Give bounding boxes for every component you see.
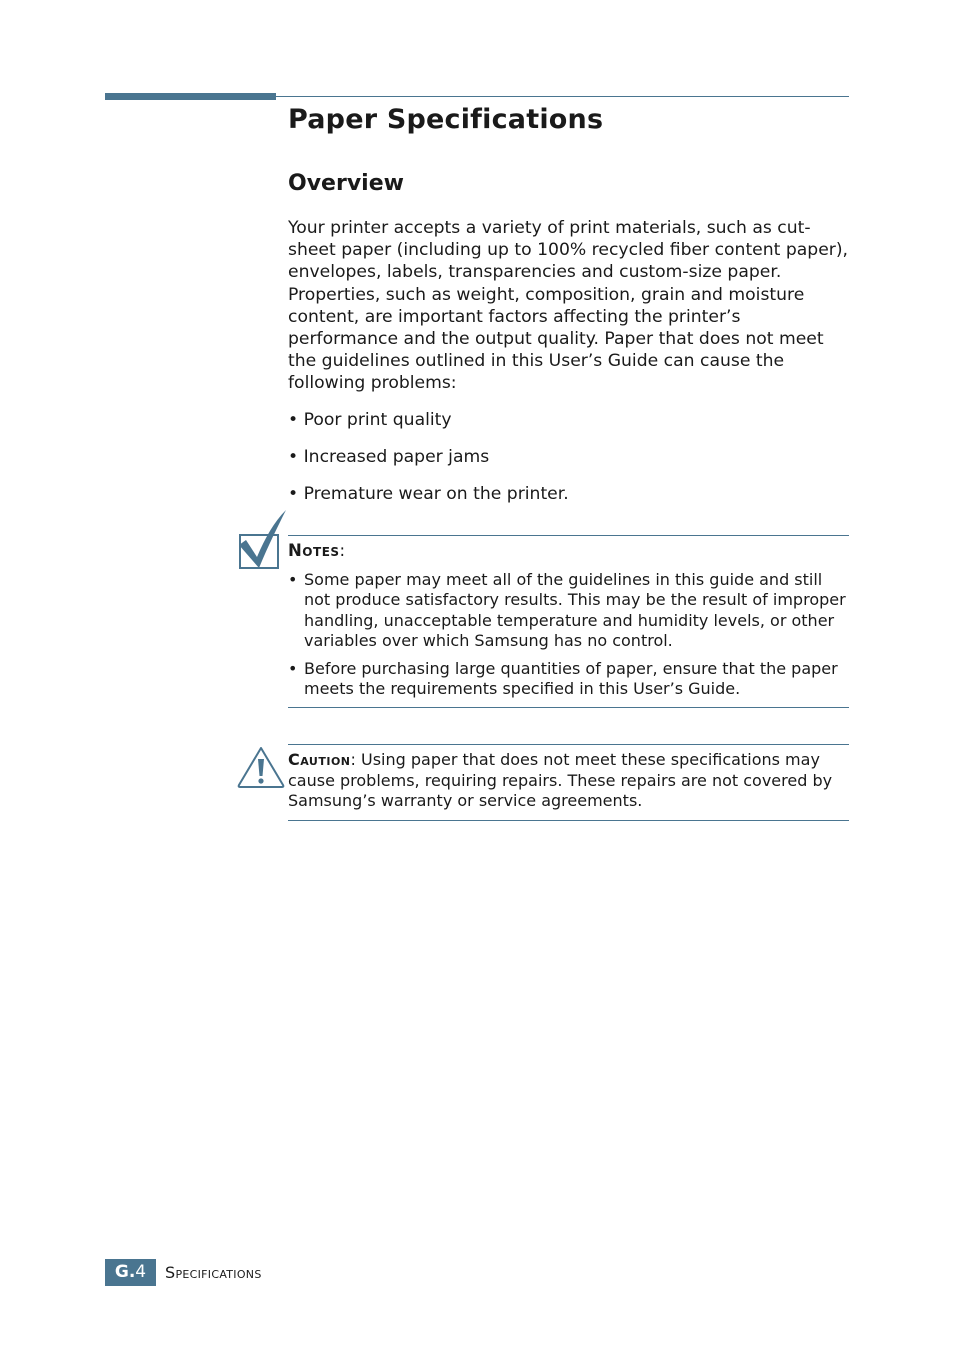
checkmark-note-icon [236, 508, 288, 572]
header-rule-thin [276, 96, 849, 97]
page-number: 4 [135, 1262, 147, 1282]
notes-heading [288, 540, 345, 562]
problem-item: • Premature wear on the printer. [288, 484, 569, 504]
problem-item: • Poor print quality [288, 410, 452, 430]
note-text: Some paper may meet all of the guidelines in this guide and still not produce satisfactory results. This may be the result of improper handling, unacceptable temperature and humidity levels, or other variables over which Samsung has no control. [304, 570, 846, 650]
notes-top-rule [288, 535, 849, 536]
chapter-label: G. [114, 1262, 136, 1282]
caution-text: : Using paper that does not meet these specifications may cause problems, requiring repairs. These repairs are not covered by Samsung’s warranty or service agreements. [288, 750, 833, 811]
page-number-badge [105, 1259, 156, 1286]
notes-colon: : [339, 541, 346, 560]
note-text: Before purchasing large quantities of paper, ensure that the paper meets the requirements specified in this User’s Guide. [304, 659, 838, 699]
header-rule-thick [105, 93, 276, 100]
note-bullet: • [288, 659, 298, 678]
note-bullet: • [288, 570, 298, 589]
caution-text-block [288, 750, 853, 812]
caution-warning-icon [236, 745, 286, 789]
footer-section-label: Specifications [165, 1263, 262, 1282]
page-title: Paper Specifications [288, 104, 604, 135]
caution-top-rule [288, 744, 849, 745]
problem-item: • Increased paper jams [288, 447, 490, 467]
caution-bottom-rule [288, 820, 849, 821]
notes-bottom-rule [288, 707, 849, 708]
intro-paragraph: Your printer accepts a variety of print materials, such as cut-sheet paper (including up to 100% recycled fiber content paper), envelopes, labels, transparencies and custom-size paper. Properties, such as weight, composition, grain and moisture content, are important factors affecting the printer’s performance and the output quality. Paper that does not meet the guidelines outlined in this User’s Guide can cause the following problems: [288, 218, 849, 394]
note-item [288, 570, 853, 651]
notes-label: Notes [288, 541, 340, 560]
section-heading: Overview [288, 171, 404, 196]
note-item [288, 659, 853, 700]
caution-label: Caution [288, 750, 351, 769]
